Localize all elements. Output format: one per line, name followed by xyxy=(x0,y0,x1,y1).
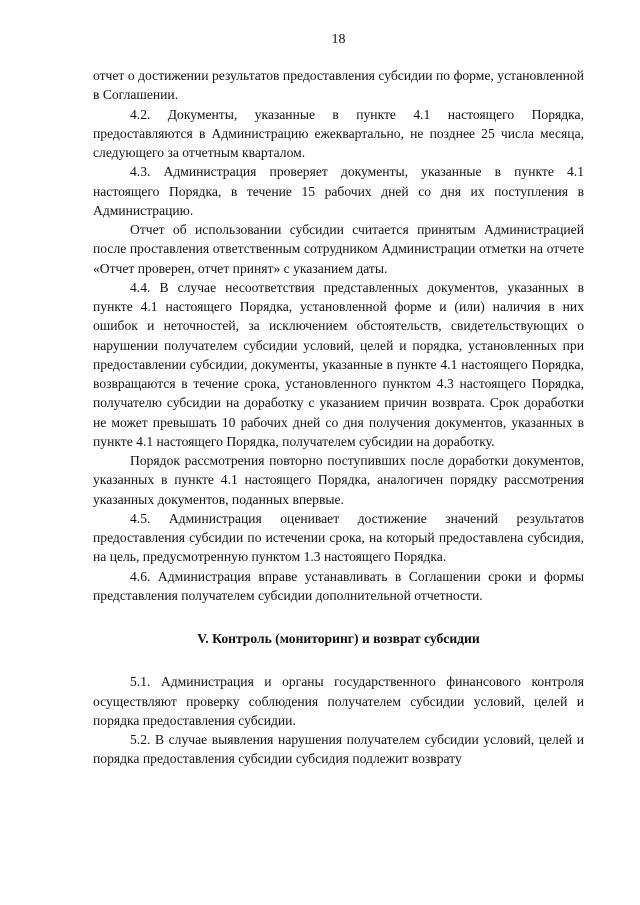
paragraph: 4.4. В случае несоответствия представленных документов, указанных в пункте 4.1 настоящего Порядка, установленной форме и (или) наличия в них ошибок и неточностей, за исключением обстоятельств, свидетельствующих о нарушении получателем субсидии условий, целей и порядка, установленных при предоставлении субсидии, документы, указанные в пункте 4.1 настоящего Порядка, возвращаются в течение срока, установленного пунктом 4.3 настоящего Порядка, получателю субсидии на доработку с указанием причин возврата. Срок доработки не может превышать 10 рабочих дней со дня получения документов, указанных в пункте 4.1 настоящего Порядка, получателем субсидии на доработку. xyxy=(93,279,584,449)
paragraph: 5.1. Администрация и органы государственного финансового контроля осуществляют проверку соблюдения получателем субсидии условий, целей и порядка предоставления субсидии. xyxy=(93,674,584,728)
page-number: 18 xyxy=(331,32,346,47)
paragraph: 4.6. Администрация вправе устанавливать в Соглашении сроки и формы представления получателем субсидии дополнительной отчетности. xyxy=(93,568,584,603)
section-heading: V. Контроль (мониторинг) и возврат субсидии xyxy=(197,631,480,646)
paragraph: отчет о достижении результатов предоставления субсидии по форме, установленной в Соглашении. xyxy=(93,68,584,103)
paragraph: 4.5. Администрация оценивает достижение значений результатов предоставления субсидии по истечении срока, на который предоставлена субсидия, на цель, предусмотренную пунктом 1.3 настоящего Порядка. xyxy=(93,510,584,565)
paragraph: Порядок рассмотрения повторно поступивших после доработки документов, указанных в пункте 4.1 настоящего Порядка, аналогичен порядку рассмотрения указанных документов, поданных впервые. xyxy=(93,453,584,507)
paragraph: Отчет об использовании субсидии считается принятым Администрацией после проставления ответственным сотрудником Администрации отметки на отчете «Отчет проверен, отчет принят» с указанием даты. xyxy=(93,222,584,276)
paragraph: 5.2. В случае выявления нарушения получателем субсидии условий, целей и порядка предоставления субсидии субсидия подлежит возврату xyxy=(93,732,584,767)
paragraph: 4.2. Документы, указанные в пункте 4.1 настоящего Порядка, предоставляются в Администрацию ежеквартально, не позднее 25 числа месяца, следующего за отчетным кварталом. xyxy=(93,106,584,160)
paragraph: 4.3. Администрация проверяет документы, указанные в пункте 4.1 настоящего Порядка, в течение 15 рабочих дней со дня их поступления в Администрацию. xyxy=(93,164,584,218)
